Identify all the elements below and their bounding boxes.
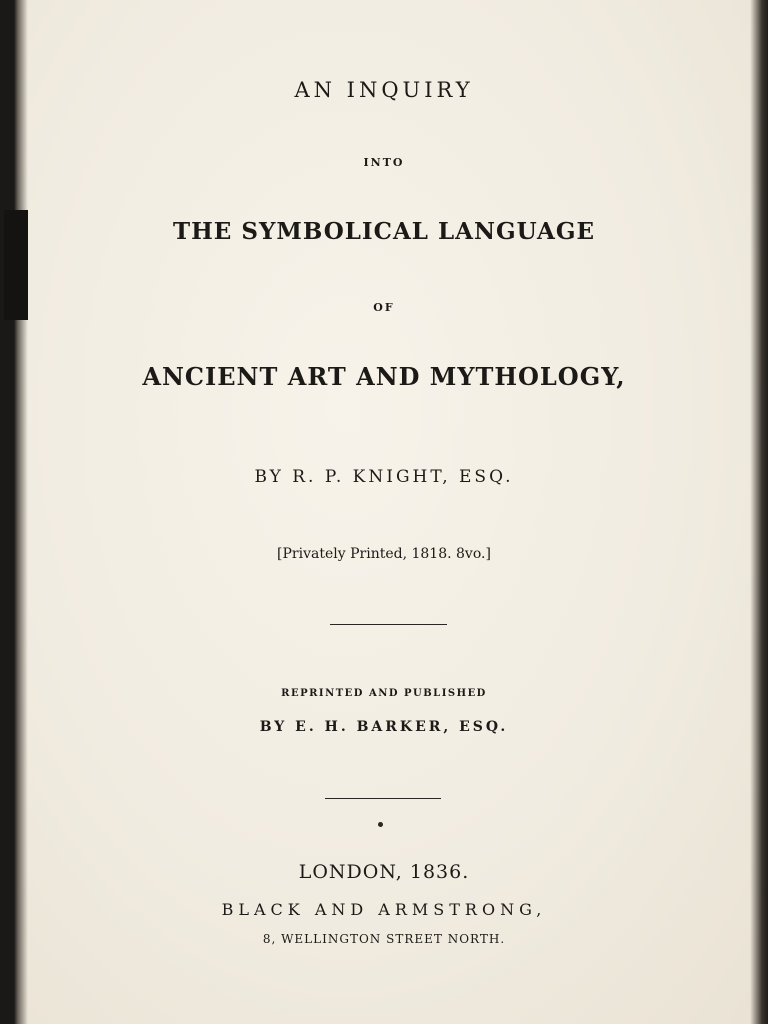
title-line-symbolical-language: THE SYMBOLICAL LANGUAGE [172, 218, 596, 245]
divider-rule-lower [325, 798, 441, 799]
printing-note: [Privately Printed, 1818. 8vo.] [277, 546, 491, 562]
imprint-address: 8, WELLINGTON STREET NORTH. [262, 932, 506, 946]
title-line-into: INTO [363, 156, 405, 169]
title-line-ancient-art: ANCIENT ART AND MYTHOLOGY, [142, 362, 626, 391]
imprint-place-date: LONDON, 1836. [298, 861, 470, 883]
reprint-line: REPRINTED AND PUBLISHED [281, 688, 487, 699]
ornament-dot [378, 822, 383, 827]
title-line-an-inquiry: AN INQUIRY [294, 78, 474, 102]
imprint-publisher: BLACK AND ARMSTRONG, [221, 900, 547, 919]
editor-line: BY E. H. BARKER, ESQ. [259, 719, 509, 735]
divider-rule-upper [330, 624, 447, 625]
author-line: BY R. P. KNIGHT, ESQ. [254, 467, 514, 487]
title-line-of: OF [373, 301, 395, 314]
